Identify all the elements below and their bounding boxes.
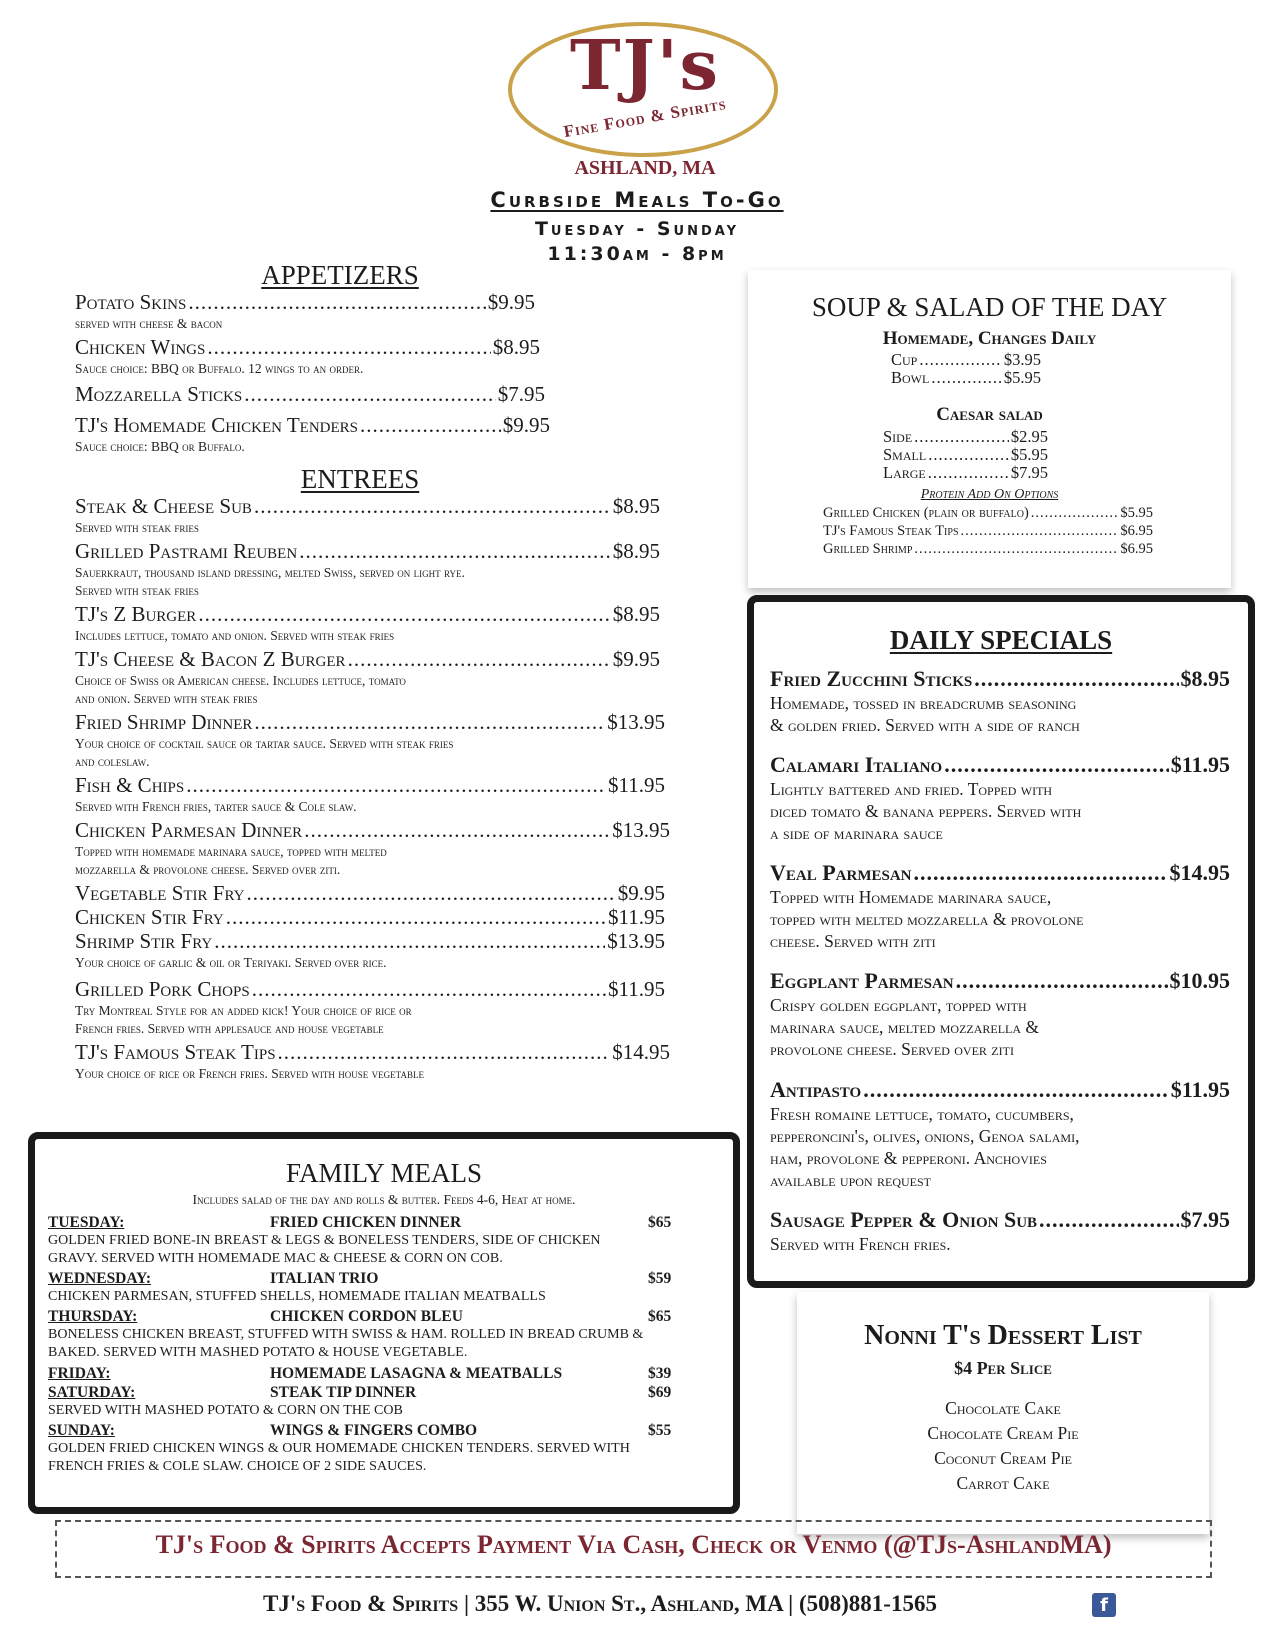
caesar-size: Side ..... $2.95 [883, 427, 1048, 447]
caesar-size: Small ..... $5.95 [883, 445, 1048, 465]
family-meal-row: SUNDAY: WINGS & FINGERS COMBO $55 GOLDEN FRIED CHICKEN WINGS & OUR HOMEMADE CHICKEN TENDERS. SERVED WITH FRENCH FRIES & COLE SLAW. CHOICE OF 2 SIDE SAUCES. [48, 1422, 672, 1474]
menu-item: Grilled Pork Chops ..... $11.95 Try Montreal Style for an added kick! Your choice of rice or French fries. Served with applesauce and house vegetable [75, 977, 665, 1038]
special-item: Eggplant Parmesan ..... $10.95 Crispy golden eggplant, topped with marinara sauce, melted mozzarella & provolone cheese. Served over ziti [770, 968, 1230, 1060]
menu-item: Chicken Stir Fry ..... $11.95 [75, 905, 665, 930]
service-days: Tuesday - Sunday [534, 218, 740, 240]
family-meals-subtitle: Includes salad of the day and rolls & butter. Feeds 4-6, Heat at home. [192, 1192, 576, 1207]
family-meal-row: SATURDAY: STEAK TIP DINNER $69 SERVED WITH MASHED POTATO & CORN ON THE COB [48, 1384, 672, 1418]
special-item: Calamari Italiano ..... $11.95 Lightly battered and fried. Topped with diced tomato & banana peppers. Served with a side of marinara sauce [770, 752, 1230, 844]
caesar-size: Large ..... $7.95 [883, 463, 1048, 483]
special-item: Sausage Pepper & Onion Sub ..... $7.95 Served with French fries. [770, 1207, 1230, 1255]
dessert-item: Coconut Cream Pie [934, 1448, 1072, 1468]
logo-location: ASHLAND, MA [574, 157, 716, 179]
dessert-price: $4 Per Slice [954, 1358, 1052, 1378]
soup-size: Cup ..... $3.95 [891, 350, 1041, 370]
menu-item: Fish & Chips ..... $11.95 Served with French fries, tarter sauce & Cole slaw. [75, 773, 665, 816]
page-title: Curbside Meals To-Go [490, 188, 784, 212]
menu-item: Steak & Cheese Sub ..... $8.95 Served with steak fries [75, 494, 660, 537]
soup-size: Bowl ..... $5.95 [891, 368, 1041, 388]
menu-item: Chicken Wings ..... $8.95 Sauce choice: BBQ or Buffalo. 12 wings to an order. [75, 335, 540, 378]
protein-title: Protein Add On Options [920, 487, 1059, 502]
menu-item: Fried Shrimp Dinner ..... $13.95 Your choice of cocktail sauce or tartar sauce. Served with steak fries and coleslaw. [75, 710, 665, 771]
special-item: Fried Zucchini Sticks ..... $8.95 Homemade, tossed in breadcrumb seasoning & golden fried. Served with a side of ranch [770, 666, 1230, 736]
appetizers-title: APPETIZERS [261, 260, 419, 290]
menu-item: Mozzarella Sticks ..... $7.95 [75, 382, 545, 407]
special-item: Veal Parmesan ..... $14.95 Topped with Homemade marinara sauce, topped with melted mozzarella & provolone cheese. Served with ziti [770, 860, 1230, 952]
family-meal-row: THURSDAY: CHICKEN CORDON BLEU $65 BONELESS CHICKEN BREAST, STUFFED WITH SWISS & HAM. ROLLED IN BREAD CRUMB & BAKED. SERVED WITH MASHED POTATO & HOUSE VEGETABLE. [48, 1308, 672, 1360]
protein-option: Grilled Shrimp ..... $6.95 [823, 541, 1153, 558]
menu-item: TJ's Cheese & Bacon Z Burger ..... $9.95 Choice of Swiss or American cheese. Includes lettuce, tomato and onion. Served with steak fries [75, 647, 660, 708]
menu-item: Shrimp Stir Fry ..... $13.95 Your choice of garlic & oil or Teriyaki. Served over rice. [75, 929, 665, 972]
service-hours: 11:30am - 8pm [547, 243, 727, 265]
family-meal-row: TUESDAY: FRIED CHICKEN DINNER $65 GOLDEN FRIED BONE-IN BREAST & LEGS & BONELESS TENDERS, SIDE OF CHICKEN GRAVY. SERVED WITH HOMEMADE MAC & CHEESE & CORN ON COB. [48, 1214, 672, 1266]
dessert-item: Chocolate Cream Pie [927, 1423, 1079, 1443]
special-item: Antipasto ..... $11.95 Fresh romaine lettuce, tomato, cucumbers, pepperoncini's, olives, onions, Genoa salami, ham, provolone & pepperoni. Anchovies available upon request [770, 1077, 1230, 1191]
logo-tagline: Fine Food & Spirits [562, 93, 728, 142]
soup-subtitle: Homemade, Changes Daily [882, 328, 1097, 349]
protein-option: Grilled Chicken (plain or buffalo) ..... $5.95 [823, 505, 1153, 522]
protein-option: TJ's Famous Steak Tips ..... $6.95 [823, 523, 1153, 540]
menu-item: Vegetable Stir Fry ..... $9.95 [75, 881, 665, 906]
facebook-icon[interactable]: f [1092, 1593, 1116, 1617]
menu-item: TJ's Famous Steak Tips ..... $14.95 Your choice of rice or French fries. Served with house vegetable [75, 1040, 670, 1083]
payment-text: TJ's Food & Spirits Accepts Payment Via Cash, Check or Venmo (@TJs-AshlandMA) [155, 1530, 1112, 1559]
entrees-title: ENTREES [300, 464, 420, 494]
dessert-item: Carrot Cake [956, 1473, 1050, 1493]
logo-name: TJ's [570, 26, 720, 106]
dessert-title: Nonni T's Dessert List [864, 1320, 1142, 1351]
family-meal-row: FRIDAY: HOMEMADE LASAGNA & MEATBALLS $39 [48, 1365, 672, 1382]
daily-specials-title: DAILY SPECIALS [889, 625, 1113, 655]
caesar-title: Caesar salad [936, 404, 1043, 425]
menu-item: Grilled Pastrami Reuben ..... $8.95 Sauerkraut, thousand island dressing, melted Swiss, served on light rye. Served with steak fries [75, 539, 660, 600]
family-meal-row: WEDNESDAY: ITALIAN TRIO $59 CHICKEN PARMESAN, STUFFED SHELLS, HOMEMADE ITALIAN MEATBALLS [48, 1270, 672, 1304]
soup-salad-title: SOUP & SALAD OF THE DAY [811, 292, 1168, 322]
address-line: TJ's Food & Spirits | 355 W. Union St., Ashland, MA | (508)881-1565 [263, 1591, 937, 1616]
dessert-item: Chocolate Cake [945, 1398, 1061, 1418]
menu-item: TJ's Z Burger ..... $8.95 Includes lettuce, tomato and onion. Served with steak fries [75, 602, 660, 645]
family-meals-title: FAMILY MEALS [285, 1158, 483, 1188]
menu-item: TJ's Homemade Chicken Tenders ..... $9.95 Sauce choice: BBQ or Buffalo. [75, 413, 550, 456]
menu-item: Chicken Parmesan Dinner ..... $13.95 Topped with homemade marinara sauce, topped with melted mozzarella & provolone cheese. Served over ziti. [75, 818, 670, 879]
menu-item: Potato Skins ..... $9.95 served with cheese & bacon [75, 290, 535, 333]
